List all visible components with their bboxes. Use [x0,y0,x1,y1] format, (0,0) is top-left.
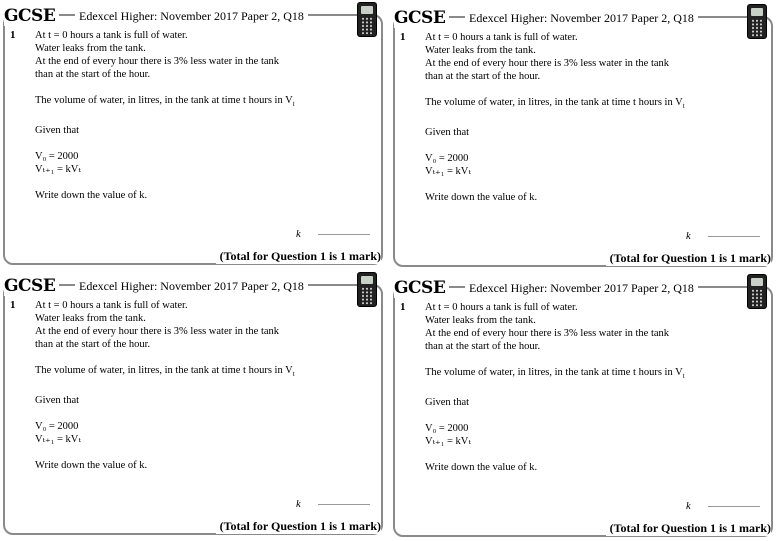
volume-line: The volume of water, in litres, in the tank at time t hours in $V_t$ [425,367,685,381]
question-number: 1 [400,301,406,313]
question-line: At t = 0 hours a tank is full of water. [425,302,578,313]
total-marks: (Total for Question 1 is 1 mark) [216,249,381,264]
answer-line[interactable] [318,234,370,235]
answer-line[interactable] [708,236,760,237]
question-line: Water leaks from the tank. [35,43,146,54]
question-line: At t = 0 hours a tank is full of water. [35,300,188,311]
total-marks: (Total for Question 1 is 1 mark) [606,521,771,536]
gcse-logo: GCSE [394,278,449,298]
question-line: At t = 0 hours a tank is full of water. [35,30,188,41]
question-body [35,29,365,202]
answer-label: k [686,231,691,242]
equation-recurrence: Vₜ₊₁ = kVₜ [425,166,471,178]
question-card [390,2,775,271]
question-line: than at the start of the hour. [425,341,541,352]
equation-v0: V₀ = 2000 [425,423,469,435]
answer-label: k [296,229,301,240]
equation-recurrence: Vₜ₊₁ = kVₜ [35,434,81,446]
task-line: Write down the value of k. [35,460,148,472]
question-line: At the end of every hour there is 3% less water in the tank [425,328,670,339]
question-card [390,272,775,541]
given-line: Given that [425,397,470,409]
volume-line: The volume of water, in litres, in the tank at time t hours in $V_t$ [425,97,685,111]
task-line: Write down the value of k. [425,192,538,204]
gcse-logo: GCSE [394,8,449,28]
question-line: At t = 0 hours a tank is full of water. [425,32,578,43]
question-line: Water leaks from the tank. [35,313,146,324]
question-line: Water leaks from the tank. [425,45,536,56]
task-line: Write down the value of k. [35,190,148,202]
answer-label: k [686,501,691,512]
gcse-logo: GCSE [4,276,59,296]
equation-recurrence: Vₜ₊₁ = kVₜ [425,436,471,448]
equation-v0: V₀ = 2000 [425,153,469,165]
answer-line[interactable] [708,506,760,507]
question-line: At the end of every hour there is 3% less water in the tank [425,58,670,69]
source-title: Edexcel Higher: November 2017 Paper 2, Q18 [75,278,308,294]
question-card [0,0,385,269]
question-number: 1 [10,29,16,41]
question-line: Water leaks from the tank. [425,315,536,326]
question-number: 1 [10,299,16,311]
question-line: At the end of every hour there is 3% less water in the tank [35,326,280,337]
task-line: Write down the value of k. [425,462,538,474]
source-title: Edexcel Higher: November 2017 Paper 2, Q18 [465,10,698,26]
question-number: 1 [400,31,406,43]
given-line: Given that [425,127,470,139]
equation-v0: V₀ = 2000 [35,151,79,163]
source-title: Edexcel Higher: November 2017 Paper 2, Q18 [465,280,698,296]
volume-line: The volume of water, in litres, in the tank at time t hours in $V_t$ [35,365,295,379]
answer-label: k [296,499,301,510]
total-marks: (Total for Question 1 is 1 mark) [216,519,381,534]
question-body [425,31,755,204]
question-body [35,299,365,472]
equation-v0: V₀ = 2000 [35,421,79,433]
given-line: Given that [35,395,80,407]
given-line: Given that [35,125,80,137]
total-marks: (Total for Question 1 is 1 mark) [606,251,771,266]
question-card [0,270,385,539]
question-line: At the end of every hour there is 3% less water in the tank [35,56,280,67]
answer-line[interactable] [318,504,370,505]
gcse-logo: GCSE [4,6,59,26]
question-line: than at the start of the hour. [35,69,151,80]
question-line: than at the start of the hour. [35,339,151,350]
equation-recurrence: Vₜ₊₁ = kVₜ [35,164,81,176]
question-body [425,301,755,474]
source-title: Edexcel Higher: November 2017 Paper 2, Q18 [75,8,308,24]
volume-line: The volume of water, in litres, in the tank at time t hours in $V_t$ [35,95,295,109]
question-line: than at the start of the hour. [425,71,541,82]
